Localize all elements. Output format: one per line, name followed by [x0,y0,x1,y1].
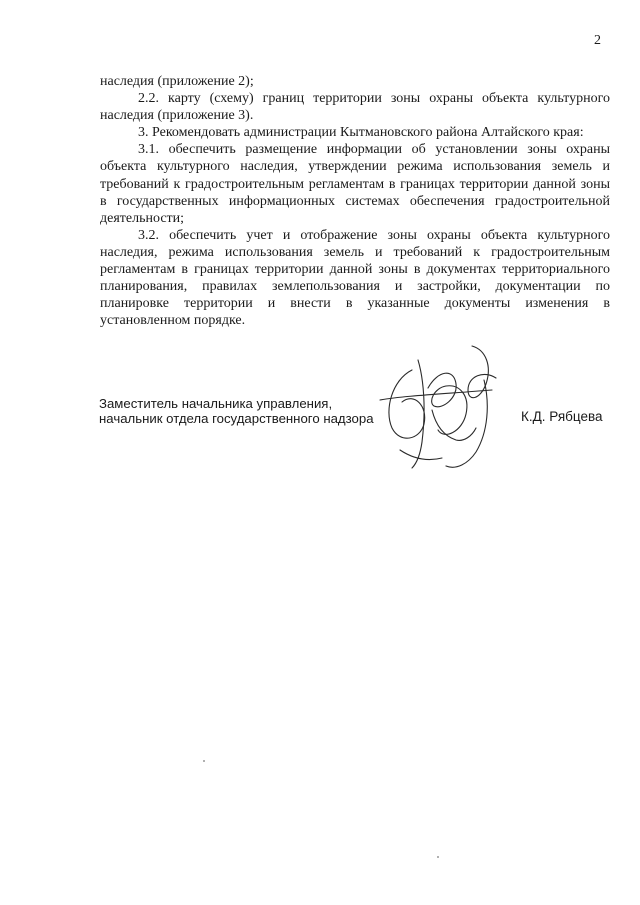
paragraph-3-2: 3.2. обеспечить учет и отображение зоны охраны объекта культурного наследия, режима использования земель и требований к градостроительным регламентам в границах территории данной зоны в документах территориального планирования, правилах землепользования и застройки, документации по планировке территории и внести в указанные документы изменения в установленном порядке. [100,227,610,329]
scan-speck [437,856,439,858]
signatory-name: К.Д. Рябцева [521,409,603,424]
handwritten-signature [372,340,522,480]
signatory-position-line-2: начальник отдела государственного надзора [99,411,374,426]
paragraph-3: 3. Рекомендовать администрации Кытмановского района Алтайского края: [138,125,584,141]
document-body [100,73,610,329]
paragraph-3-1: 3.1. обеспечить размещение информации об установлении зоны охраны объекта культурного наследия, утверждении режима использования земель и требований к градостроительным регламентам в границах территории данной зоны в государственных информационных системах обеспечения градостроительной деятельности; [100,142,610,226]
signatory-position-line-1: Заместитель начальника управления, [99,396,333,411]
paragraph-2-2: 2.2. карту (схему) границ территории зоны охраны объекта культурного наследия (приложение 3). [100,91,610,124]
scan-speck [203,760,205,762]
paragraph-continuation: наследия (приложение 2); [100,74,254,89]
page-number: 2 [594,33,601,48]
